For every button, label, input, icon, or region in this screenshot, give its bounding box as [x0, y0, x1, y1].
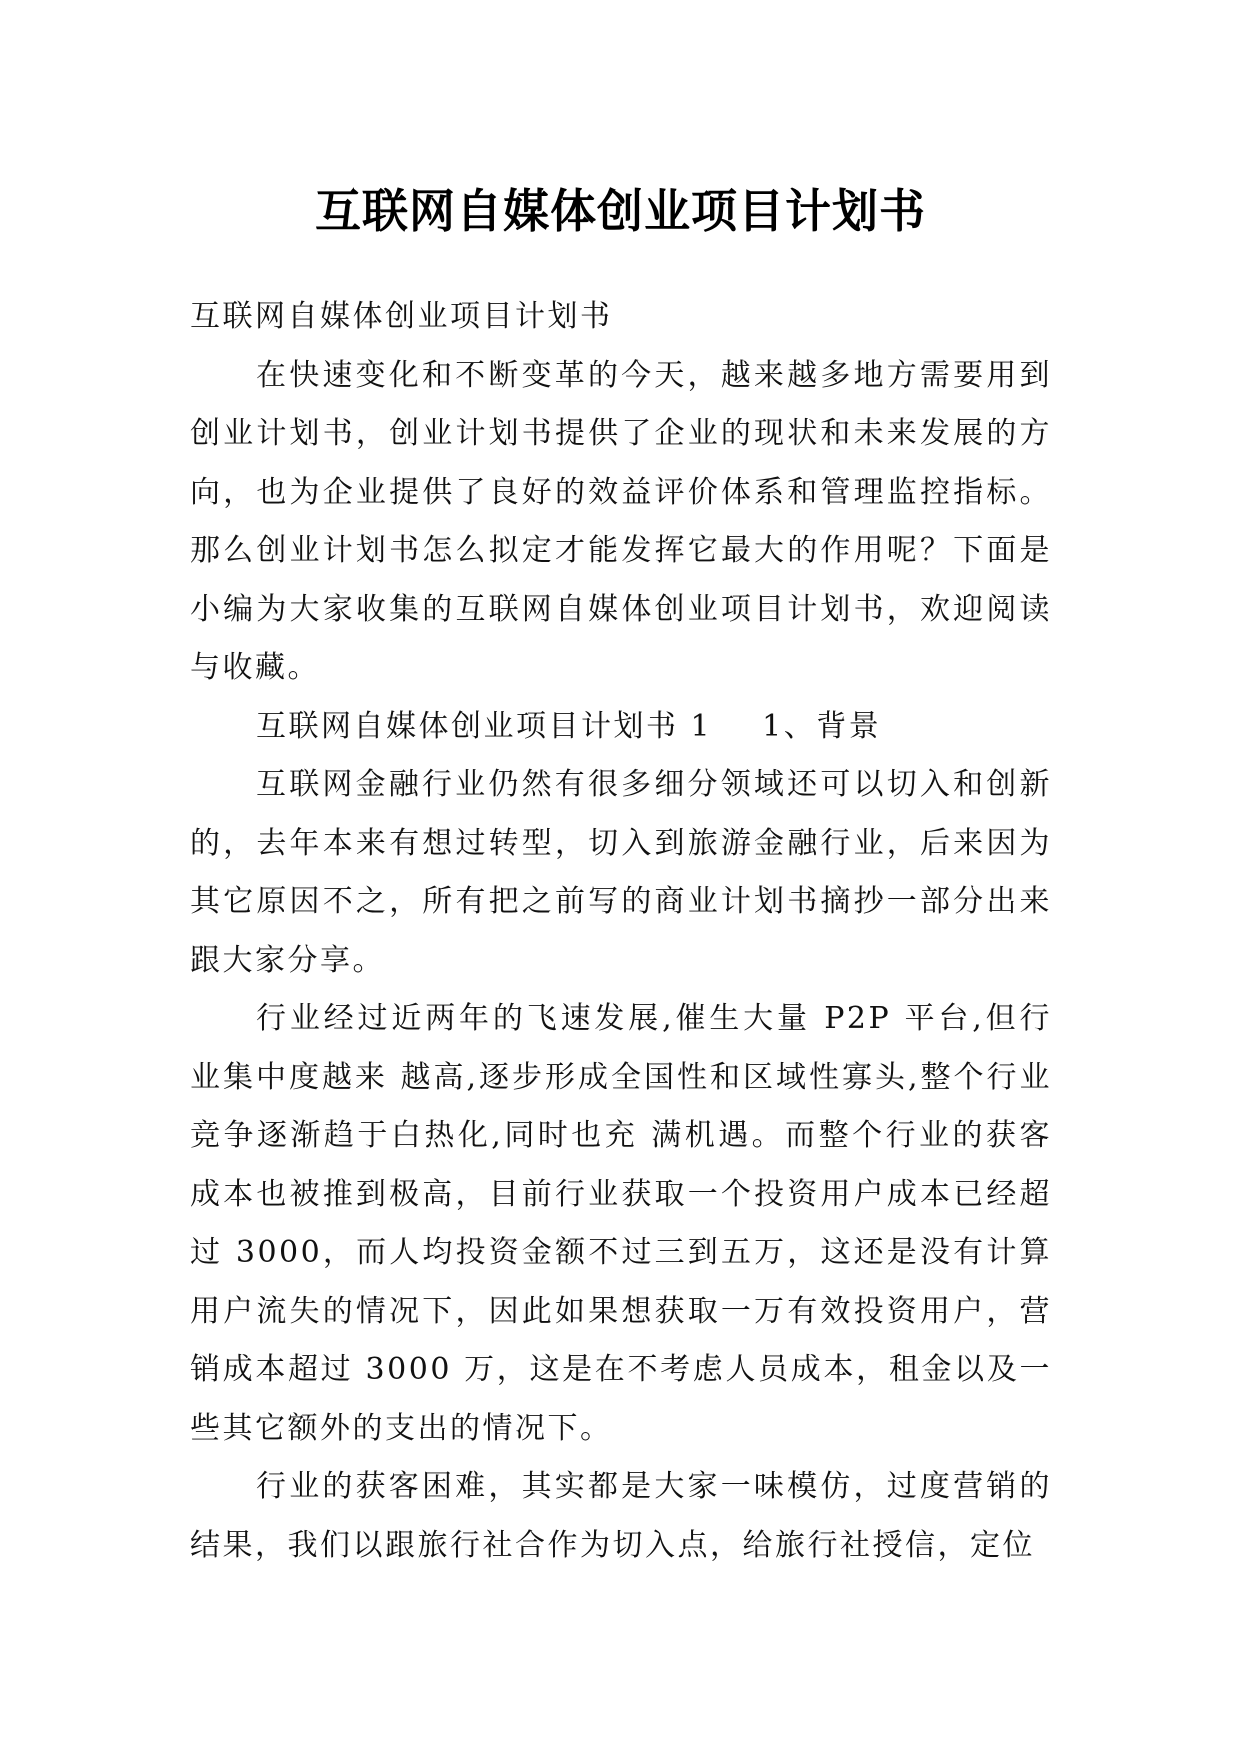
intro-paragraph: 在快速变化和不断变革的今天，越来越多地方需要用到创业计划书，创业计划书提供了企业的现状和未来发展的方向，也为企业提供了良好的效益评价体系和管理监控指标。那么创业计划书怎么拟定才能发挥它最大的作用呢？下面是小编为大家收集的互联网自媒体创业项目计划书，欢迎阅读与收藏。 — [190, 357, 1052, 685]
document-title: 互联网自媒体创业项目计划书 — [315, 183, 926, 238]
document-body — [190, 288, 1052, 1575]
body-paragraph: 行业的获客困难，其实都是大家一味模仿，过度营销的结果，我们以跟旅行社合作为切入点，给旅行社授信，定位 — [190, 1469, 1052, 1563]
document-subtitle: 互联网自媒体创业项目计划书 — [190, 299, 613, 334]
section-title: 互联网自媒体创业项目计划书 1 — [256, 708, 713, 744]
section-heading-line — [190, 698, 1052, 757]
body-paragraph: 行业经过近两年的飞速发展,催生大量 P2P 平台,但行业集中度越来 越高,逐步形成全国性和区域性寡头,整个行业竞争逐渐趋于白热化,同时也充 满机遇。而整个行业的获客成本也被推到极高，目前行业获取一个投资用户成本已经超过 3000，而人均投资金额不过三到五万，这还是没有计算用户流失的情况下，因此如果想获取一万有效投资用户，营销成本超过 3000 万，这是在不考虑人员成本，租金以及一些其它额外的支出的情况下。 — [190, 1001, 1052, 1446]
body-paragraph: 互联网金融行业仍然有很多细分领域还可以切入和创新的，去年本来有想过转型，切入到旅游金融行业，后来因为其它原因不之，所有把之前写的商业计划书摘抄一部分出来跟大家分享。 — [190, 767, 1052, 978]
section-heading: 1、背景 — [762, 708, 882, 744]
